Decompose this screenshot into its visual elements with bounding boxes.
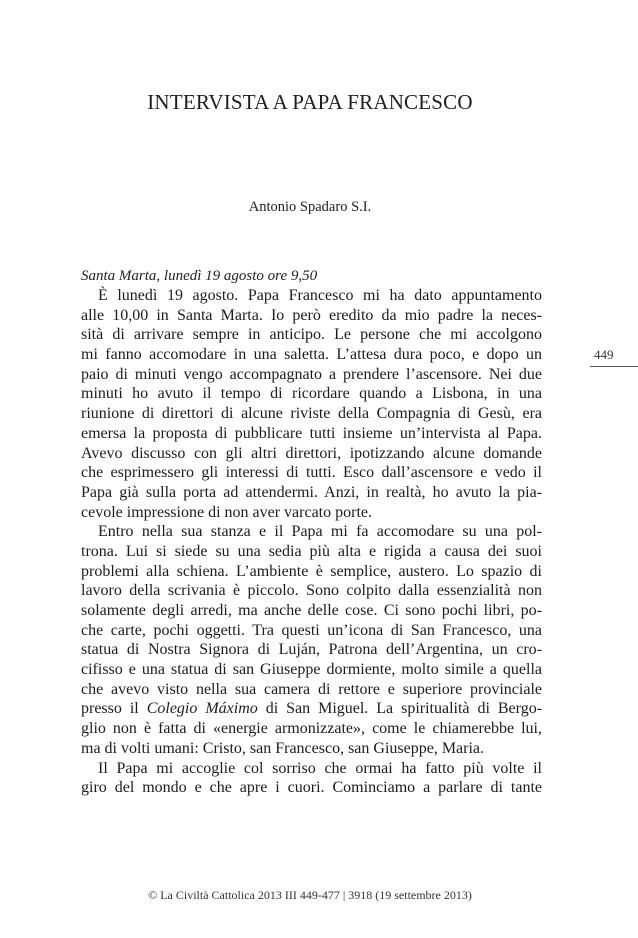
body-line: Avevo discusso con gli altri direttori, ipotizzando alcune domande	[81, 444, 542, 462]
body-line: emersa la proposta di pubblicare tutti insieme un’intervista al Papa.	[81, 424, 542, 442]
body-line: che carte, pochi oggetti. Tra questi un’icona di San Francesco, una	[81, 621, 542, 639]
body-line: glio non è fatta di «energie armonizzate», come le chiamerebbe lui,	[81, 720, 542, 738]
body-line: Entro nella sua stanza e il Papa mi fa accomodare su una pol-	[98, 523, 542, 541]
page-number-rule	[590, 366, 638, 367]
body-line-part: di San Miguel. La spiritualità di Bergo-	[265, 700, 543, 718]
body-line: mi fanno accomodare in una saletta. L’attesa dura poco, e dopo un	[81, 346, 542, 364]
body-line: minuti ho avuto il tempo di ricordare quando a Lisbona, in una	[81, 385, 542, 403]
body-line: alle 10,00 in Santa Marta. Io però eredito da mio padre la neces-	[81, 306, 542, 324]
body-line: giro del mondo e che apre i cuori. Cominciamo a parlare di tante	[81, 779, 542, 797]
body-line-part: presso il	[81, 700, 139, 718]
body-line: cifisso e una statua di san Giuseppe dormiente, molto simile a quella	[81, 661, 542, 679]
body-line: riunione di direttori di alcune riviste della Compagnia di Gesù, era	[81, 405, 542, 423]
body-line: lavoro della scrivania è piccolo. Sono colpito dalla essenzialità non	[81, 582, 542, 600]
article-author: Antonio Spadaro S.I.	[248, 199, 372, 215]
body-line: statua di Nostra Signora di Luján, Patrona dell’Argentina, un cro-	[81, 641, 542, 659]
body-line: sità di arrivare sempre in anticipo. Le persone che mi accolgono	[81, 326, 542, 344]
body-line: solamente degli arredi, ma anche delle cose. Ci sono pochi libri, po-	[81, 602, 542, 619]
page-footer: © La Civiltà Cattolica 2013 III 449-477 | 3918 (19 settembre 2013)	[148, 888, 472, 902]
body-line: che esprimessero gli interessi di tutti. Esco dall’ascensore e vedo il	[81, 464, 542, 482]
body-line: Papa già sulla porta ad attendermi. Anzi, in realtà, ho avuto la pia-	[81, 483, 542, 501]
italic-term: Colegio Máximo	[146, 700, 258, 718]
body-line	[81, 699, 542, 719]
body-line: paio di minuti vengo accompagnato a prendere l’ascensore. Nei due	[81, 365, 542, 383]
body-line: trona. Lui si siede su una sedia più alta e rigida a causa dei suoi	[81, 542, 542, 560]
page-number: 449	[594, 347, 614, 362]
body-line: Il Papa mi accoglie col sorriso che ormai ha fatto più volte il	[98, 759, 542, 777]
dateline: Santa Marta, lunedì 19 agosto ore 9,50	[81, 268, 318, 284]
body-line: ma di volti umani: Cristo, san Francesco, san Giuseppe, Maria.	[81, 739, 485, 757]
article-body	[81, 286, 542, 798]
body-line: È lunedì 19 agosto. Papa Francesco mi ha dato appuntamento	[98, 287, 542, 304]
body-line: che avevo visto nella sua camera di rettore e superiore provinciale	[81, 680, 542, 698]
body-line: problemi alla schiena. L’ambiente è semplice, austero. Lo spazio di	[81, 562, 542, 580]
article-title: INTERVISTA A PAPA FRANCESCO	[147, 90, 473, 114]
body-line: cevole impressione di non aver varcato porte.	[81, 503, 372, 521]
